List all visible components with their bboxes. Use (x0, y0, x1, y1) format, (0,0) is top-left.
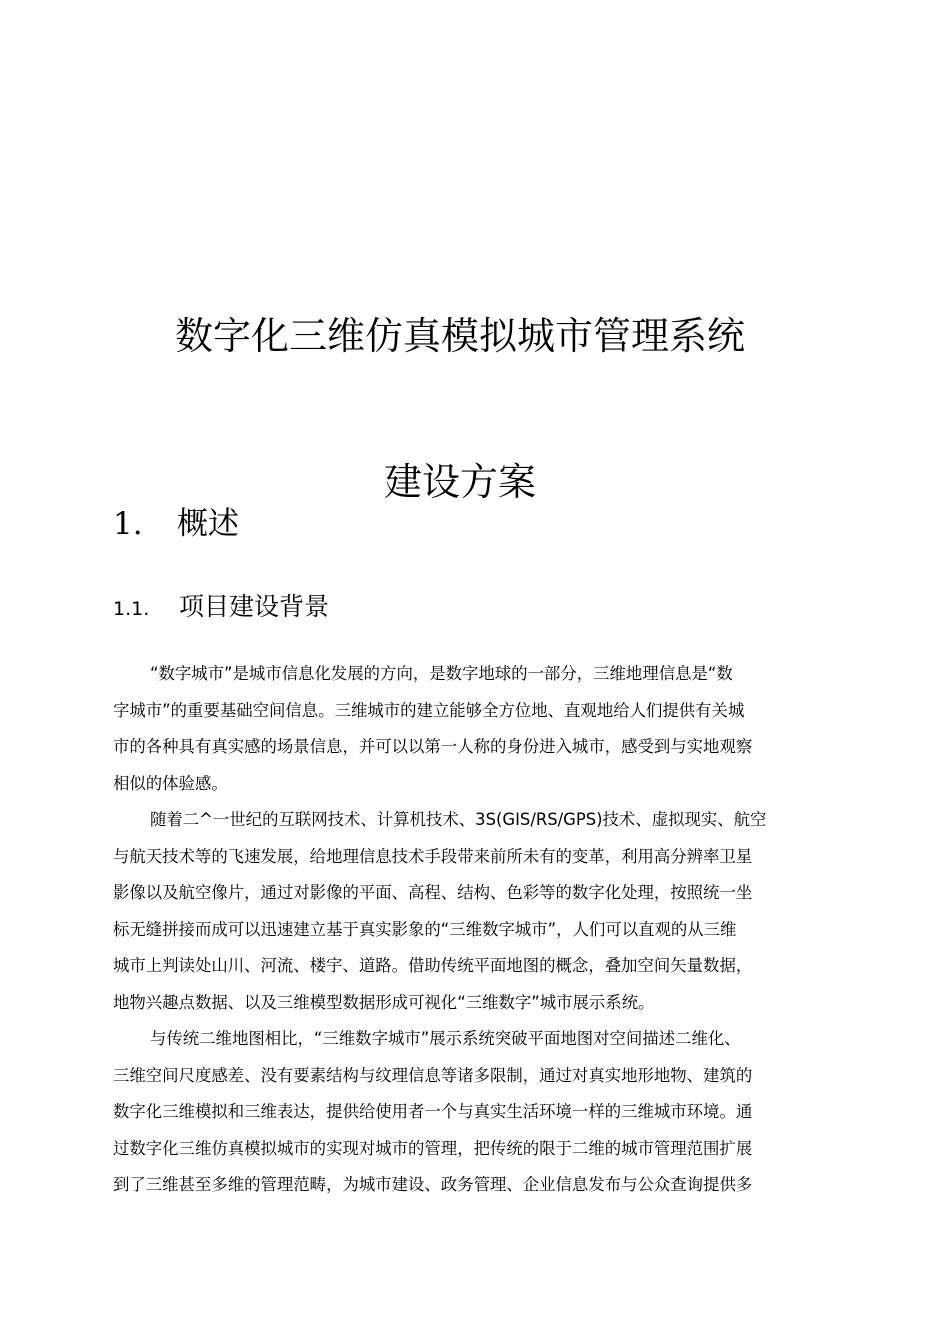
section-heading-1 (113, 503, 239, 545)
paragraph-line: 过数字化三维仿真模拟城市的实现对城市的管理，把传统的限于二维的城市管理范围扩展 (113, 1138, 753, 1158)
section-heading-1-text: 概述 (177, 506, 239, 542)
paragraph-2 (113, 802, 811, 1021)
paragraph-line: 影像以及航空像片，通过对影像的平面、高程、结构、色彩等的数字化处理，按照统一坐 (113, 883, 753, 902)
body-text (113, 656, 811, 1204)
paragraph-line: 字城市”的重要基础空间信息。三维城市的建立能够全方位地、直观地给人们提供有关城 (113, 700, 745, 720)
paragraph-line: 三维空间尺度感差、没有要素结构与纹理信息等诸多限制，通过对真实地形地物、建筑的 (113, 1065, 753, 1085)
paragraph-3 (113, 1021, 811, 1204)
section-heading-1-1-text: 项目建设背景 (179, 592, 330, 621)
paragraph-line: 地物兴趣点数据、以及三维模型数据形成可视化“三维数字”城市展示系统。 (113, 992, 655, 1012)
paragraph-line: 到了三维甚至多维的管理范畴，为城市建设、政务管理、企业信息发布与公众查询提供多 (113, 1175, 753, 1194)
paragraph-line: 随着二^一世纪的互联网技术、计算机技术、3S(GIS/RS/GPS)技术、虚拟现实、航空 (150, 810, 767, 829)
paragraph-line: 数字化三维模拟和三维表达，提供给使用者一个与真实生活环境一样的三维城市环境。通 (113, 1102, 753, 1121)
paragraph-line: 城市上判读处山川、河流、楼宇、道路。借助传统平面地图的概念，叠加空间矢量数据， (113, 956, 753, 975)
paragraph-line: “数字城市”是城市信息化发展的方向，是数字地球的一部分，三维地理信息是“数 (150, 664, 733, 683)
paragraph-line: 相似的体验感。 (113, 773, 228, 793)
paragraph-line: 市的各种具有真实感的场景信息，并可以以第一人称的身份进入城市，感受到与实地观察 (113, 737, 753, 756)
section-heading-1-number: 1. (113, 506, 143, 542)
section-heading-1-1 (113, 588, 329, 628)
section-heading-1-1-number: 1.1. (113, 598, 150, 620)
paragraph-line: 与传统二维地图相比，“三维数字城市”展示系统突破平面地图对空间描述二维化、 (150, 1029, 741, 1048)
paragraph-1 (113, 656, 811, 802)
paragraph-line: 与航天技术等的飞速发展，给地理信息技术手段带来前所未有的变革，利用高分辨率卫星 (113, 846, 753, 866)
document-title-line-2: 建设方案 (383, 460, 536, 504)
document-title-line-1: 数字化三维仿真模拟城市管理系统 (174, 314, 745, 358)
paragraph-line: 标无缝拼接而成可以迅速建立基于真实影象的“三维数字城市”，人们可以直观的从三维 (113, 919, 737, 939)
